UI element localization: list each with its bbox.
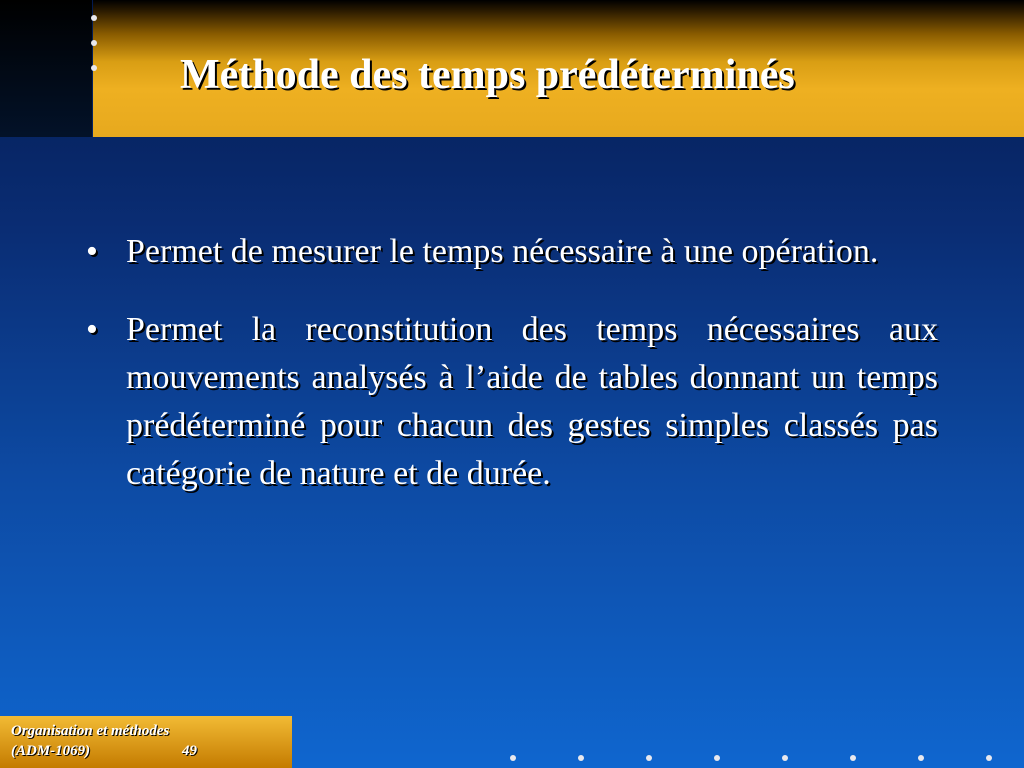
decorative-dot [578,755,584,761]
decorative-dot [91,65,97,71]
decorative-dot [714,755,720,761]
decorative-dot [850,755,856,761]
bullet-icon: • [86,233,98,270]
footer-box [0,716,292,768]
decorative-dot [510,755,516,761]
slide-title: Méthode des temps prédéterminés [180,52,795,98]
decorative-dot [782,755,788,761]
footer-course-title: Organisation et méthodes [11,723,170,739]
decorative-dot [918,755,924,761]
bullet-text: Permet de mesurer le temps nécessaire à une opération. [126,233,879,270]
page-number: 49 [182,743,197,759]
decorative-dot [91,15,97,21]
bullet-text: Permet la reconstitution des temps nécessaires aux mouvements analysés à l’aide de tables donnant un temps prédéterminé pour chacun des gestes simples classés pas catégorie de nature et de durée. [126,311,938,492]
bullet-list [86,228,938,528]
decorative-dot [986,755,992,761]
footer-course-code: (ADM-1069) [11,743,91,759]
decorative-dot [646,755,652,761]
bullet-item [86,228,938,276]
bullet-item [86,306,938,498]
bullet-icon: • [86,311,98,348]
top-left-dark-panel [0,0,92,137]
decorative-dot [91,40,97,46]
